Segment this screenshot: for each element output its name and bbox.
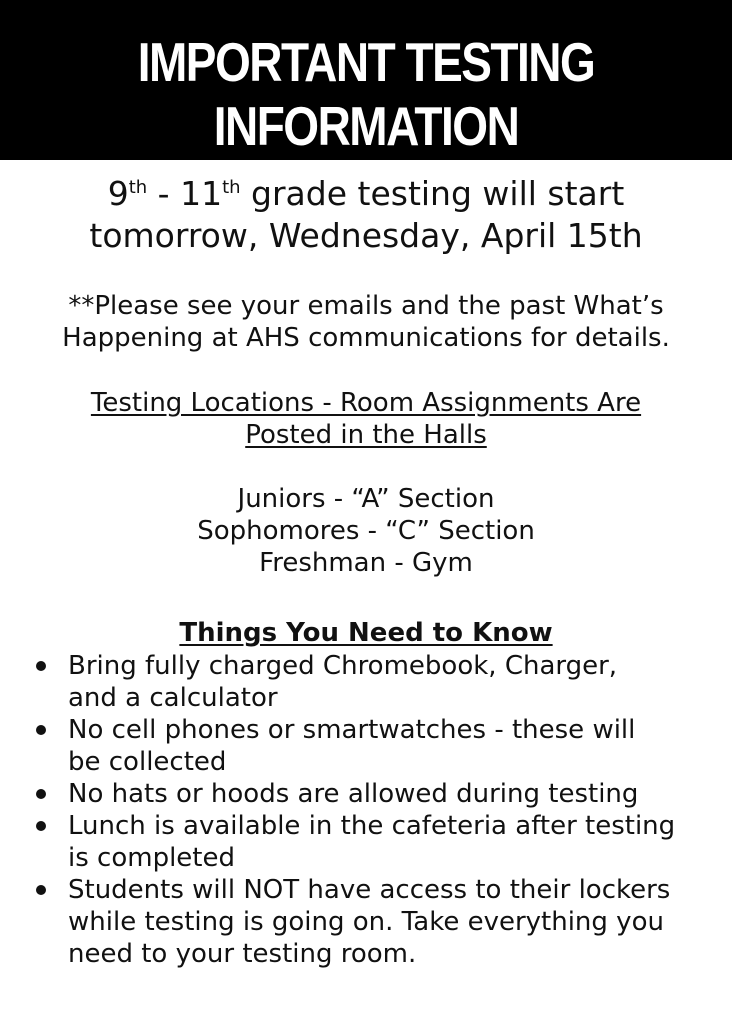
list-item-line: while testing is going on. Take everything you bbox=[68, 907, 664, 937]
locations-heading-line-2: Posted in the Halls bbox=[245, 420, 487, 450]
list-item-line: and a calculator bbox=[68, 683, 278, 713]
page-title-line-2: INFORMATION bbox=[213, 95, 519, 157]
grade-start: 9 bbox=[107, 174, 129, 213]
bullet-icon bbox=[36, 661, 46, 671]
grade-start-suffix: th bbox=[128, 177, 148, 198]
list-item-line: be collected bbox=[68, 747, 227, 777]
location-juniors: Juniors - “A” Section bbox=[237, 484, 495, 514]
announcement-line-1 bbox=[0, 174, 732, 214]
grade-end: 11 bbox=[180, 174, 223, 213]
things-heading: Things You Need to Know bbox=[179, 618, 553, 648]
list-item-line: Lunch is available in the cafeteria after testing bbox=[68, 811, 676, 841]
list-item-line: No cell phones or smartwatches - these will bbox=[68, 715, 636, 745]
list-item bbox=[32, 714, 722, 778]
list-item-line: need to your testing room. bbox=[68, 939, 417, 969]
list-item bbox=[32, 650, 722, 714]
announcement-line-2: tomorrow, Wednesday, April 15th bbox=[89, 216, 643, 255]
announcement-line-1-rest: grade testing will start bbox=[240, 174, 625, 213]
location-sophomores: Sophomores - “C” Section bbox=[197, 516, 535, 546]
bullet-icon bbox=[36, 725, 46, 735]
list-item bbox=[32, 810, 722, 874]
bullet-icon bbox=[36, 821, 46, 831]
list-item-line: Students will NOT have access to their lockers bbox=[68, 875, 671, 905]
list-item bbox=[32, 778, 722, 810]
list-item-line: Bring fully charged Chromebook, Charger, bbox=[68, 651, 618, 681]
list-item bbox=[32, 874, 722, 970]
locations-heading-line-1: Testing Locations - Room Assignments Are bbox=[90, 388, 642, 418]
header-banner bbox=[0, 0, 732, 160]
things-list bbox=[32, 650, 722, 970]
bullet-icon bbox=[36, 789, 46, 799]
list-item-line: is completed bbox=[68, 843, 235, 873]
page-title-line-1: IMPORTANT TESTING bbox=[137, 31, 595, 93]
note-line-1: **Please see your emails and the past What’s bbox=[68, 291, 664, 321]
grade-end-suffix: th bbox=[222, 177, 241, 198]
note-line-2: Happening at AHS communications for details. bbox=[62, 323, 670, 353]
bullet-icon bbox=[36, 885, 46, 895]
list-item-line: No hats or hoods are allowed during testing bbox=[68, 779, 639, 809]
location-freshman: Freshman - Gym bbox=[259, 548, 473, 578]
grade-separator: - bbox=[147, 174, 181, 213]
